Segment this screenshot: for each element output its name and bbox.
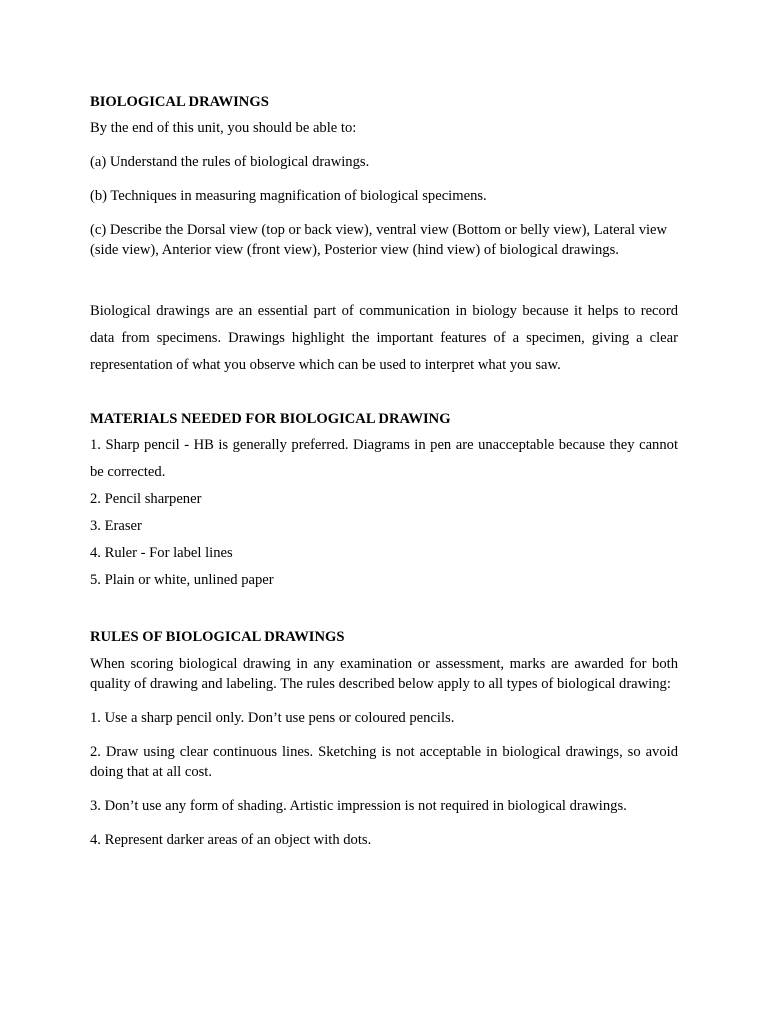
rule-item-1: 1. Use a sharp pencil only. Don’t use pens or coloured pencils. [90, 710, 455, 726]
intro-paragraph: Biological drawings are an essential part of communication in biology because it helps to record data from specimens. Drawings highlight the important features of a specimen, giving a clear representation of what you observe which can be used to interpret what you saw. [90, 303, 678, 373]
objective-item-c: (c) Describe the Dorsal view (top or back view), ventral view (Bottom or belly view), Lateral view (side view), Anterior view (front view), Posterior view (hind view) of biological drawings. [90, 222, 668, 258]
rule-item-2: 2. Draw using clear continuous lines. Sketching is not acceptable in biological drawings, so avoid doing that at all cost. [90, 744, 678, 780]
objectives-heading: BIOLOGICAL DRAWINGS [90, 94, 269, 110]
material-item-2: 2. Pencil sharpener [90, 491, 202, 507]
rules-intro: When scoring biological drawing in any examination or assessment, marks are awarded for both quality of drawing and labeling. The rules described below apply to all types of biological drawing: [90, 656, 678, 692]
objectives-intro: By the end of this unit, you should be able to: [90, 120, 357, 136]
rule-item-4: 4. Represent darker areas of an object with dots. [90, 832, 372, 848]
material-item-3: 3. Eraser [90, 518, 142, 534]
objective-item-b: (b) Techniques in measuring magnification of biological specimens. [90, 188, 487, 204]
material-item-4: 4. Ruler - For label lines [90, 545, 233, 561]
objective-item-a: (a) Understand the rules of biological drawings. [90, 154, 370, 170]
rule-item-3: 3. Don’t use any form of shading. Artistic impression is not required in biological drawings. [90, 798, 627, 814]
materials-heading: MATERIALS NEEDED FOR BIOLOGICAL DRAWING [90, 411, 451, 427]
rules-heading: RULES OF BIOLOGICAL DRAWINGS [90, 629, 345, 645]
material-item-5: 5. Plain or white, unlined paper [90, 572, 274, 588]
material-item-1: 1. Sharp pencil - HB is generally preferred. Diagrams in pen are unacceptable because they cannot be corrected. [90, 437, 678, 480]
document-page [90, 92, 678, 850]
